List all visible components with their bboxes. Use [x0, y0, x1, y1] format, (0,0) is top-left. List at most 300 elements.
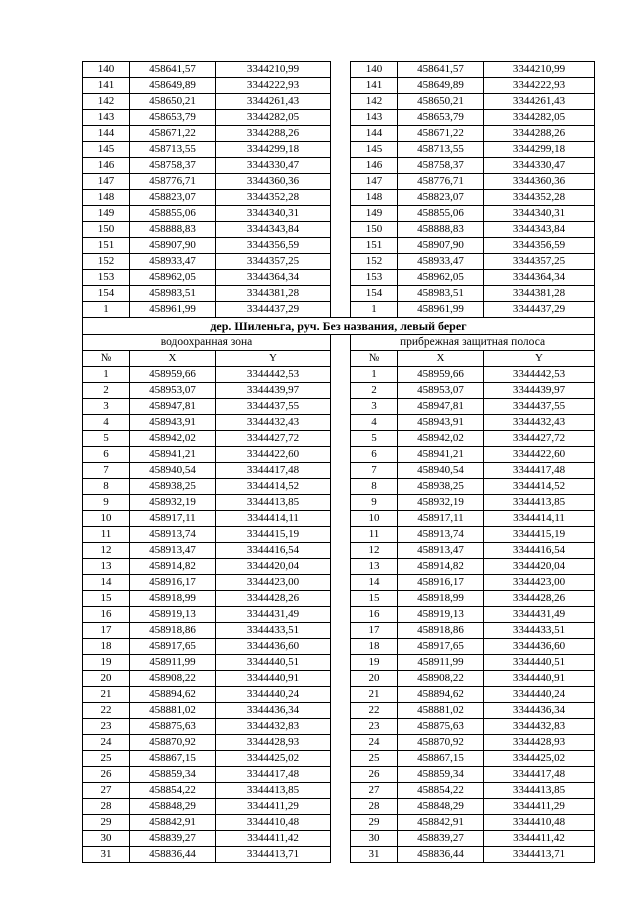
table-row	[83, 190, 595, 206]
y-coordinate: 3344415,19	[484, 527, 595, 543]
point-number: 28	[83, 799, 130, 815]
point-number: 14	[351, 575, 398, 591]
y-coordinate: 3344340,31	[484, 206, 595, 222]
table-row	[83, 222, 595, 238]
y-coordinate: 3344413,71	[484, 847, 595, 863]
point-number: 152	[83, 254, 130, 270]
column-gap	[331, 735, 351, 751]
point-number: 20	[83, 671, 130, 687]
y-coordinate: 3344417,48	[216, 463, 331, 479]
point-number: 152	[351, 254, 398, 270]
y-coordinate: 3344440,51	[484, 655, 595, 671]
point-number: 150	[351, 222, 398, 238]
table-row	[83, 831, 595, 847]
column-gap	[331, 687, 351, 703]
x-coordinate: 458959,66	[398, 367, 484, 383]
column-gap	[331, 335, 351, 351]
table-row	[83, 767, 595, 783]
point-number: 24	[83, 735, 130, 751]
point-number: 148	[83, 190, 130, 206]
point-number: 149	[83, 206, 130, 222]
point-number: 1	[83, 367, 130, 383]
y-coordinate: 3344411,42	[484, 831, 595, 847]
y-coordinate: 3344439,97	[484, 383, 595, 399]
y-coordinate: 3344261,43	[216, 94, 331, 110]
table-row	[83, 431, 595, 447]
x-coordinate: 458983,51	[130, 286, 216, 302]
point-number: 1	[83, 302, 130, 318]
point-number: 30	[83, 831, 130, 847]
x-coordinate: 458917,11	[130, 511, 216, 527]
point-number: 2	[351, 383, 398, 399]
bottom-rows	[83, 367, 595, 863]
column-gap	[331, 415, 351, 431]
column-gap	[331, 463, 351, 479]
x-coordinate: 458947,81	[398, 399, 484, 415]
x-coordinate: 458641,57	[398, 62, 484, 78]
point-number: 21	[351, 687, 398, 703]
point-number: 14	[83, 575, 130, 591]
header-number: №	[83, 351, 130, 367]
y-coordinate: 3344352,28	[484, 190, 595, 206]
subtitle-row	[83, 335, 595, 351]
x-coordinate: 458932,19	[130, 495, 216, 511]
table-row	[83, 799, 595, 815]
column-gap	[331, 847, 351, 863]
x-coordinate: 458943,91	[130, 415, 216, 431]
y-coordinate: 3344427,72	[484, 431, 595, 447]
point-number: 8	[351, 479, 398, 495]
point-number: 17	[83, 623, 130, 639]
column-gap	[331, 511, 351, 527]
y-coordinate: 3344442,53	[216, 367, 331, 383]
y-coordinate: 3344413,85	[216, 783, 331, 799]
x-coordinate: 458836,44	[398, 847, 484, 863]
x-coordinate: 458959,66	[130, 367, 216, 383]
x-coordinate: 458650,21	[130, 94, 216, 110]
column-gap	[331, 431, 351, 447]
column-gap	[331, 671, 351, 687]
table-row	[83, 78, 595, 94]
x-coordinate: 458888,83	[398, 222, 484, 238]
column-gap	[331, 238, 351, 254]
x-coordinate: 458911,99	[130, 655, 216, 671]
point-number: 11	[83, 527, 130, 543]
point-number: 29	[83, 815, 130, 831]
table-row	[83, 527, 595, 543]
y-coordinate: 3344431,49	[216, 607, 331, 623]
point-number: 4	[351, 415, 398, 431]
point-number: 12	[83, 543, 130, 559]
x-coordinate: 458870,92	[130, 735, 216, 751]
x-coordinate: 458933,47	[130, 254, 216, 270]
x-coordinate: 458943,91	[398, 415, 484, 431]
point-number: 144	[83, 126, 130, 142]
x-coordinate: 458942,02	[398, 431, 484, 447]
y-coordinate: 3344423,00	[484, 575, 595, 591]
point-number: 17	[351, 623, 398, 639]
point-number: 31	[83, 847, 130, 863]
column-gap	[331, 799, 351, 815]
point-number: 142	[351, 94, 398, 110]
x-coordinate: 458839,27	[130, 831, 216, 847]
table-row	[83, 158, 595, 174]
y-coordinate: 3344360,36	[484, 174, 595, 190]
point-number: 7	[83, 463, 130, 479]
point-number: 13	[351, 559, 398, 575]
point-number: 143	[83, 110, 130, 126]
y-coordinate: 3344210,99	[484, 62, 595, 78]
column-gap	[331, 655, 351, 671]
table-row	[83, 703, 595, 719]
y-coordinate: 3344422,60	[484, 447, 595, 463]
table-row	[83, 687, 595, 703]
section-title: дер. Шиленьга, руч. Без названия, левый берег	[83, 318, 595, 335]
point-number: 145	[351, 142, 398, 158]
point-number: 141	[83, 78, 130, 94]
table-row	[83, 463, 595, 479]
point-number: 146	[83, 158, 130, 174]
point-number: 150	[83, 222, 130, 238]
point-number: 4	[83, 415, 130, 431]
x-coordinate: 458855,06	[130, 206, 216, 222]
x-coordinate: 458671,22	[398, 126, 484, 142]
table-row	[83, 559, 595, 575]
table-row	[83, 174, 595, 190]
x-coordinate: 458962,05	[398, 270, 484, 286]
y-coordinate: 3344428,93	[484, 735, 595, 751]
x-coordinate: 458888,83	[130, 222, 216, 238]
section-title-row	[83, 318, 595, 335]
x-coordinate: 458855,06	[398, 206, 484, 222]
column-gap	[331, 767, 351, 783]
point-number: 146	[351, 158, 398, 174]
x-coordinate: 458919,13	[130, 607, 216, 623]
x-coordinate: 458918,99	[130, 591, 216, 607]
point-number: 23	[351, 719, 398, 735]
y-coordinate: 3344431,49	[484, 607, 595, 623]
column-gap	[331, 815, 351, 831]
y-coordinate: 3344417,48	[484, 767, 595, 783]
column-gap	[331, 302, 351, 318]
column-gap	[331, 575, 351, 591]
y-coordinate: 3344352,28	[216, 190, 331, 206]
y-coordinate: 3344420,04	[216, 559, 331, 575]
point-number: 27	[83, 783, 130, 799]
point-number: 140	[83, 62, 130, 78]
point-number: 5	[83, 431, 130, 447]
y-coordinate: 3344413,85	[216, 495, 331, 511]
y-coordinate: 3344436,34	[216, 703, 331, 719]
column-gap	[331, 831, 351, 847]
point-number: 28	[351, 799, 398, 815]
x-coordinate: 458908,22	[398, 671, 484, 687]
x-coordinate: 458913,47	[130, 543, 216, 559]
y-coordinate: 3344416,54	[216, 543, 331, 559]
x-coordinate: 458867,15	[130, 751, 216, 767]
section-header	[83, 318, 595, 367]
x-coordinate: 458649,89	[130, 78, 216, 94]
y-coordinate: 3344411,29	[484, 799, 595, 815]
point-number: 145	[83, 142, 130, 158]
y-coordinate: 3344381,28	[216, 286, 331, 302]
point-number: 26	[83, 767, 130, 783]
x-coordinate: 458947,81	[130, 399, 216, 415]
table-row	[83, 415, 595, 431]
y-coordinate: 3344364,34	[484, 270, 595, 286]
y-coordinate: 3344343,84	[484, 222, 595, 238]
y-coordinate: 3344222,93	[484, 78, 595, 94]
point-number: 31	[351, 847, 398, 863]
y-coordinate: 3344299,18	[216, 142, 331, 158]
point-number: 26	[351, 767, 398, 783]
x-coordinate: 458671,22	[130, 126, 216, 142]
point-number: 22	[83, 703, 130, 719]
y-coordinate: 3344440,24	[216, 687, 331, 703]
point-number: 18	[351, 639, 398, 655]
x-coordinate: 458881,02	[398, 703, 484, 719]
header-x: X	[130, 351, 216, 367]
y-coordinate: 3344414,52	[484, 479, 595, 495]
x-coordinate: 458913,74	[398, 527, 484, 543]
table-row	[83, 815, 595, 831]
table-row	[83, 286, 595, 302]
y-coordinate: 3344282,05	[216, 110, 331, 126]
x-coordinate: 458776,71	[130, 174, 216, 190]
y-coordinate: 3344410,48	[216, 815, 331, 831]
y-coordinate: 3344357,25	[484, 254, 595, 270]
point-number: 16	[351, 607, 398, 623]
column-gap	[331, 783, 351, 799]
coordinates-table	[82, 61, 595, 863]
y-coordinate: 3344414,11	[484, 511, 595, 527]
y-coordinate: 3344330,47	[484, 158, 595, 174]
table-row	[83, 367, 595, 383]
point-number: 148	[351, 190, 398, 206]
y-coordinate: 3344417,48	[484, 463, 595, 479]
y-coordinate: 3344437,29	[216, 302, 331, 318]
point-number: 16	[83, 607, 130, 623]
y-coordinate: 3344415,19	[216, 527, 331, 543]
x-coordinate: 458938,25	[130, 479, 216, 495]
y-coordinate: 3344437,29	[484, 302, 595, 318]
table-row	[83, 623, 595, 639]
column-gap	[331, 607, 351, 623]
point-number: 9	[351, 495, 398, 511]
point-number: 142	[83, 94, 130, 110]
x-coordinate: 458859,34	[398, 767, 484, 783]
x-coordinate: 458940,54	[398, 463, 484, 479]
y-coordinate: 3344428,93	[216, 735, 331, 751]
point-number: 149	[351, 206, 398, 222]
point-number: 3	[351, 399, 398, 415]
x-coordinate: 458842,91	[398, 815, 484, 831]
table-row	[83, 270, 595, 286]
x-coordinate: 458875,63	[398, 719, 484, 735]
x-coordinate: 458823,07	[398, 190, 484, 206]
column-gap	[331, 623, 351, 639]
point-number: 143	[351, 110, 398, 126]
point-number: 10	[83, 511, 130, 527]
y-coordinate: 3344432,43	[216, 415, 331, 431]
y-coordinate: 3344432,83	[484, 719, 595, 735]
table-row	[83, 495, 595, 511]
column-gap	[331, 190, 351, 206]
point-number: 22	[351, 703, 398, 719]
point-number: 6	[83, 447, 130, 463]
point-number: 30	[351, 831, 398, 847]
table-row	[83, 783, 595, 799]
column-gap	[331, 62, 351, 78]
y-coordinate: 3344440,24	[484, 687, 595, 703]
coordinates-document	[82, 61, 594, 863]
y-coordinate: 3344356,59	[484, 238, 595, 254]
y-coordinate: 3344356,59	[216, 238, 331, 254]
column-gap	[331, 495, 351, 511]
header-y: Y	[216, 351, 331, 367]
point-number: 23	[83, 719, 130, 735]
column-gap	[331, 126, 351, 142]
x-coordinate: 458713,55	[398, 142, 484, 158]
point-number: 151	[83, 238, 130, 254]
point-number: 154	[83, 286, 130, 302]
y-coordinate: 3344414,11	[216, 511, 331, 527]
y-coordinate: 3344428,26	[216, 591, 331, 607]
x-coordinate: 458983,51	[398, 286, 484, 302]
y-coordinate: 3344411,29	[216, 799, 331, 815]
point-number: 153	[83, 270, 130, 286]
x-coordinate: 458649,89	[398, 78, 484, 94]
table-row	[83, 62, 595, 78]
table-row	[83, 543, 595, 559]
column-gap	[331, 719, 351, 735]
x-coordinate: 458875,63	[130, 719, 216, 735]
table-row	[83, 607, 595, 623]
y-coordinate: 3344427,72	[216, 431, 331, 447]
column-gap	[331, 286, 351, 302]
column-header-row	[83, 351, 595, 367]
x-coordinate: 458650,21	[398, 94, 484, 110]
x-coordinate: 458953,07	[130, 383, 216, 399]
x-coordinate: 458758,37	[130, 158, 216, 174]
table-row	[83, 719, 595, 735]
column-gap	[331, 158, 351, 174]
x-coordinate: 458881,02	[130, 703, 216, 719]
x-coordinate: 458913,74	[130, 527, 216, 543]
x-coordinate: 458854,22	[130, 783, 216, 799]
table-row	[83, 206, 595, 222]
y-coordinate: 3344411,42	[216, 831, 331, 847]
y-coordinate: 3344439,97	[216, 383, 331, 399]
column-gap	[331, 78, 351, 94]
point-number: 11	[351, 527, 398, 543]
y-coordinate: 3344436,60	[484, 639, 595, 655]
point-number: 154	[351, 286, 398, 302]
x-coordinate: 458961,99	[398, 302, 484, 318]
table-row	[83, 847, 595, 863]
x-coordinate: 458848,29	[398, 799, 484, 815]
point-number: 18	[83, 639, 130, 655]
point-number: 29	[351, 815, 398, 831]
x-coordinate: 458848,29	[130, 799, 216, 815]
column-gap	[331, 110, 351, 126]
x-coordinate: 458859,34	[130, 767, 216, 783]
column-gap	[331, 174, 351, 190]
point-number: 19	[83, 655, 130, 671]
y-coordinate: 3344414,52	[216, 479, 331, 495]
x-coordinate: 458907,90	[398, 238, 484, 254]
y-coordinate: 3344440,91	[216, 671, 331, 687]
point-number: 25	[351, 751, 398, 767]
point-number: 7	[351, 463, 398, 479]
y-coordinate: 3344416,54	[484, 543, 595, 559]
point-number: 8	[83, 479, 130, 495]
y-coordinate: 3344261,43	[484, 94, 595, 110]
y-coordinate: 3344442,53	[484, 367, 595, 383]
column-gap	[331, 383, 351, 399]
point-number: 147	[351, 174, 398, 190]
y-coordinate: 3344343,84	[216, 222, 331, 238]
point-number: 19	[351, 655, 398, 671]
x-coordinate: 458932,19	[398, 495, 484, 511]
table-row	[83, 639, 595, 655]
x-coordinate: 458823,07	[130, 190, 216, 206]
x-coordinate: 458953,07	[398, 383, 484, 399]
y-coordinate: 3344282,05	[484, 110, 595, 126]
x-coordinate: 458941,21	[130, 447, 216, 463]
point-number: 153	[351, 270, 398, 286]
x-coordinate: 458918,86	[398, 623, 484, 639]
table-row	[83, 479, 595, 495]
point-number: 1	[351, 302, 398, 318]
column-gap	[331, 751, 351, 767]
right-subtitle: прибрежная защитная полоса	[351, 335, 595, 351]
x-coordinate: 458867,15	[398, 751, 484, 767]
y-coordinate: 3344433,51	[216, 623, 331, 639]
point-number: 15	[351, 591, 398, 607]
column-gap	[331, 639, 351, 655]
column-gap	[331, 222, 351, 238]
x-coordinate: 458854,22	[398, 783, 484, 799]
table-row	[83, 735, 595, 751]
y-coordinate: 3344288,26	[484, 126, 595, 142]
point-number: 27	[351, 783, 398, 799]
x-coordinate: 458914,82	[398, 559, 484, 575]
point-number: 6	[351, 447, 398, 463]
column-gap	[331, 703, 351, 719]
column-gap	[331, 254, 351, 270]
column-gap	[331, 543, 351, 559]
point-number: 24	[351, 735, 398, 751]
x-coordinate: 458894,62	[130, 687, 216, 703]
y-coordinate: 3344299,18	[484, 142, 595, 158]
x-coordinate: 458919,13	[398, 607, 484, 623]
x-coordinate: 458941,21	[398, 447, 484, 463]
x-coordinate: 458917,65	[398, 639, 484, 655]
x-coordinate: 458913,47	[398, 543, 484, 559]
point-number: 3	[83, 399, 130, 415]
x-coordinate: 458940,54	[130, 463, 216, 479]
table-row	[83, 591, 595, 607]
y-coordinate: 3344330,47	[216, 158, 331, 174]
y-coordinate: 3344428,26	[484, 591, 595, 607]
y-coordinate: 3344432,83	[216, 719, 331, 735]
point-number: 144	[351, 126, 398, 142]
table-row	[83, 511, 595, 527]
table-row	[83, 399, 595, 415]
column-gap	[331, 559, 351, 575]
x-coordinate: 458653,79	[398, 110, 484, 126]
